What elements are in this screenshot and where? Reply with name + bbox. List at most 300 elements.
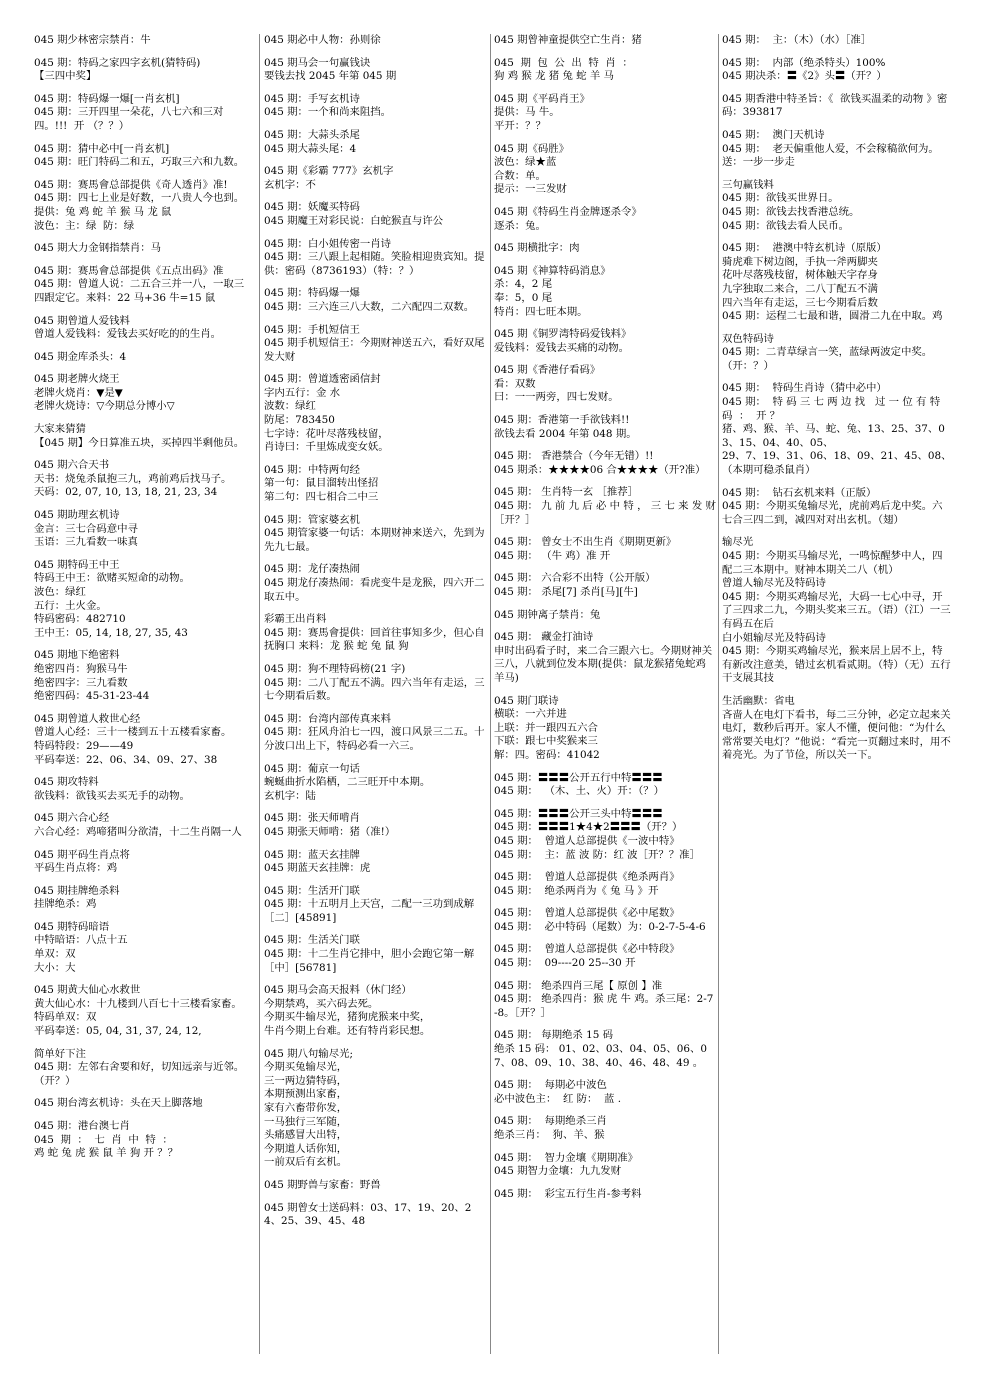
block-line: 045 期：今期买马输尽光，一鸣惊醒梦中人，四配二三本期中。财神本期关二八（机） (722, 550, 943, 576)
block-line: 玉语：三九看数一味真 (34, 536, 138, 549)
block-line: 045 期杀：★★★★06 合★★★★（开?准） (494, 463, 706, 476)
block-line: 045 期：今期买鸡输尽光，猴来居上居不上，特有新改注意美，错过玄机看贰期。（特）（无）五行干支展其技 (722, 645, 951, 685)
block-heading: 045 期： 六合彩不出特（公开版） (494, 572, 656, 585)
block-heading: 045 期：妖魔买特码 (264, 201, 360, 214)
block-heading: 045 期： 每期绝杀三肖 (494, 1115, 607, 1128)
block-line: 特肖：四七旺本期。 (494, 305, 588, 318)
block-line: 头痛感冒大出特， (264, 1129, 348, 1142)
tip-block (34, 242, 254, 256)
block-heading: 045 期： 智力金壤《期期准》 (494, 1151, 639, 1164)
block-heading: 045 期：港台澳七肖 (34, 1120, 130, 1132)
block-line: 今期买牛输尽光，猪狗虎猴来中奖， (264, 1011, 431, 1024)
tip-block (34, 849, 254, 876)
tip-block (264, 373, 488, 455)
block-line: 要钱去找 2045 年第 045 期 (264, 70, 397, 83)
block-heading: 彩霸王出肖料 (264, 613, 327, 626)
block-heading: 045 期少林密宗禁肖：牛 (34, 34, 151, 46)
tip-block (494, 536, 716, 563)
block-heading: 045 期曾女士送码料：03、17、19、20、24、25、39、45、48 (264, 1201, 472, 1228)
block-line: 绝杀 15 码： 01、02、03、04、05、06、07、08、09、10、38、40、46、48、49 。 (494, 1043, 707, 1069)
block-heading: 045 期： 港澳中特玄机诗（原版） (722, 242, 887, 255)
block-line: 黄大仙心水：十九楼到八百七十三楼看家畜。 (34, 997, 242, 1010)
block-line: 五行：土火金。 (34, 599, 107, 612)
tip-block (264, 713, 488, 754)
block-heading: 045 期平码生肖点将 (34, 848, 130, 861)
block-line: 平码生肖点将：鸡 (34, 862, 118, 875)
block-line: 045 期：三六连三八大数，二六配四二双数。 (264, 300, 475, 313)
tip-block (494, 808, 716, 862)
column-2 (264, 34, 488, 1361)
block-heading: 045 期必中人物：孙则徐 (264, 34, 381, 46)
block-heading: 045 期： 曾女士不出生肖《期期更新》 (494, 536, 677, 549)
block-line: 提示：一三发财 (494, 183, 567, 196)
block-heading: 045 期： 内部（绝杀特头）100% (722, 56, 886, 69)
block-line: 045 期：狂风舟泊七一四，渡口风景三二五。十分波口出上下，特码必看一六三。 (264, 726, 485, 752)
block-heading: 045 期： 每期必中波色 (494, 1079, 607, 1092)
block-heading: 三句赢钱料 (722, 178, 774, 191)
block-heading: 045 期八句输尽光; (264, 1047, 353, 1060)
block-line: 045 期：赛馬會提供：回首往事知多少，但心自抚胸口 来料：龙 猴 蛇 兔 鼠 狗 (264, 626, 485, 653)
block-heading: 045 期：狗不理特码榜(21 字) (264, 662, 406, 675)
tip-block (34, 713, 254, 767)
tip-block (264, 93, 488, 120)
tip-block (494, 943, 716, 970)
block-line: 045 期智力金壤：九九发财 (494, 1165, 622, 1178)
tip-block (494, 980, 716, 1021)
column-divider (259, 34, 260, 1354)
column-1 (34, 34, 254, 1361)
block-heading: 045 期：手机短信王 (264, 323, 360, 336)
block-line: 045 期龙仔凑热闹：看虎变牛是龙猴，四六开二取五中。 (264, 577, 485, 603)
block-line: 挂牌绝杀：鸡 (34, 898, 97, 911)
block-line: 防尾：783450 (264, 414, 335, 427)
block-heading: 045 期：曾道透密函信封 (264, 373, 381, 386)
block-line: 045 期：十五明月上天宫，二配一三功到成解［二］[45891] (264, 898, 475, 924)
block-line: 今期买兔输尽光， (264, 1061, 348, 1074)
block-heading: 045 期助理玄机诗 (34, 509, 120, 522)
block-line: 家有六畜带你发， (264, 1102, 348, 1114)
block-heading: 045 期：赛馬會总部提供《奇人透肖》准! (34, 178, 228, 191)
block-line: 波数：绿红 (264, 400, 316, 413)
tip-block (34, 1120, 254, 1161)
block-heading: 045 期 包 公 出 特 肖 ： (494, 56, 633, 69)
block-line: 玄机字：不 (264, 178, 316, 191)
block-line: 看：双数 (494, 377, 536, 390)
block-heading: 045 期：生活开门联 (264, 884, 360, 897)
block-line: 曾道人输尽光及特码诗 (722, 577, 826, 590)
block-heading: 大家来猜猜 (34, 423, 86, 436)
tip-block (494, 57, 716, 84)
column-3 (494, 34, 716, 1361)
block-line: 045 期 ： 七 肖 中 特 ： (34, 1133, 173, 1146)
block-line: 六合心经：鸡啼猪叫分欲清，十二生肖隔一人 (34, 825, 242, 838)
block-line: 045 期： 杀尾[7] 杀肖[马][牛] (494, 586, 638, 598)
block-line: 045 期： 绝杀四肖：猴 虎 牛 鸡。杀三尾：2-7-8。［开？］ (494, 993, 714, 1019)
tip-block (722, 34, 952, 48)
block-line: 必中波色主： 红 防： 蓝 . (494, 1092, 622, 1105)
block-line: 波色：绿红 (34, 586, 86, 598)
block-heading: 045 期攻特料 (34, 776, 99, 789)
block-heading: 045 期：葡京一句话 (264, 762, 360, 775)
block-line: 今期道人话你知， (264, 1142, 348, 1155)
block-heading: 045 期特码暗语 (34, 920, 110, 933)
tip-block (494, 609, 716, 623)
block-line: 大小：大 (34, 961, 76, 974)
block-heading: 045 期：蓝天玄挂牌 (264, 848, 360, 861)
tip-block (722, 57, 952, 84)
block-line: 本期预测出家畜， (264, 1088, 348, 1101)
block-heading: 045 期马会高天报料（休门经） (264, 984, 412, 997)
block-line: 045 期：二青草绿言一笑，蓝绿两波定中奖。（开：？） (722, 346, 933, 372)
tip-block (34, 459, 254, 500)
block-line: 绝密四码：45-31-23-44 (34, 690, 150, 703)
tip-block (34, 373, 254, 414)
block-line: 天书：烧兔杀鼠抱三九，鸡前鸡后找马子。 (34, 472, 232, 485)
block-heading: 045 期《平码肖王》 (494, 92, 590, 105)
block-heading: 045 期六合天书 (34, 459, 110, 472)
column-divider (718, 34, 719, 1354)
block-line: 老牌火烧诗：▽今期总分博小▽ (34, 400, 175, 413)
block-heading: 045 期：中特两句经 (264, 463, 360, 476)
block-line: 解：四。密码：41042 (494, 748, 600, 761)
block-heading: 045 期老牌火烧王 (34, 373, 120, 386)
block-line: 【045 期】今日算准五块，买掉四半剩他员。 (34, 436, 245, 449)
block-line: 老牌火烧肖：▼是▼ (34, 386, 123, 399)
block-line: 045 期手机短信王：今期财神送五六，看好双尾发大财 (264, 337, 485, 363)
block-heading: 045 期大力金钢指禁肖：马 (34, 242, 162, 255)
block-line: 045 期：欲钱去找香港总统。 (722, 205, 860, 218)
block-heading: 045 期：龙仔凑热闹 (264, 563, 360, 576)
block-line: 045 期： 主：蓝 波 防：红 波［开？？准］ (494, 848, 700, 861)
block-line: 曰：一一两旁，四七发财。 (494, 391, 619, 404)
block-heading: 045 期： 曾道人总部提供《必中尾数》 (494, 907, 680, 920)
block-heading: 045 期野兽与家畜：野兽 (264, 1178, 381, 1191)
block-line: 045 期：一个和尚来阻挡。 (264, 106, 392, 119)
block-heading: 045 期：手写玄机诗 (264, 92, 360, 105)
block-heading: 045 期曾神童提供空亡生肖：猪 (494, 34, 642, 46)
tip-block (264, 849, 488, 876)
block-heading: 045 期：〓〓〓公开五行中特〓〓〓 (494, 771, 663, 784)
block-heading: 045 期《铜罗湾特码爱钱料》 (494, 328, 632, 341)
tip-block (34, 265, 254, 306)
block-line: 合数：单。 (494, 169, 546, 182)
tip-block (34, 921, 254, 975)
tip-block (722, 487, 952, 528)
tip-block (494, 572, 716, 599)
block-line: 骑虎难下树边阁，手执一斧两脚夹 (722, 255, 878, 268)
block-line: 王中王：05, 14, 18, 27, 35, 43 (34, 626, 188, 639)
tip-block (34, 776, 254, 803)
block-heading: 045 期挂牌绝杀料 (34, 884, 120, 897)
block-line: 绝密四字：三九看数 (34, 676, 128, 689)
block-line: 045 期：二八丁配五不满。四六当年有走运，三七今期看后数。 (264, 676, 485, 703)
block-line: 九字独取二来合，二八丁配五不满 (722, 282, 878, 295)
tip-block (494, 93, 716, 134)
block-line: 吝啬人在电灯下看书，每二三分钟，必定立起来关电灯，数秒后再开。家人不懂，便问他：“为什么常常要关电灯？”他说：“看完一页翻过来时，用不着亮光。为了节俭，所以关一下。 (722, 708, 951, 762)
tip-block (494, 265, 716, 319)
block-heading: 045 期台湾玄机诗：头在天上脚落地 (34, 1097, 203, 1110)
block-line: 045 期：三八跟上起相随。笑脸相迎贵宾知。提供：密码（8736193）（特：？） (264, 251, 485, 277)
block-heading: 生活幽默：省电 (722, 694, 795, 707)
block-line: 牛肖今期上台难。还有特肖彩民想。 (264, 1025, 431, 1038)
block-heading: 045 期： 主：（木）（水）［准］ (722, 34, 872, 46)
tip-block (264, 201, 488, 228)
tip-block (494, 907, 716, 934)
block-heading: 045 期： 钻石玄机来料（正版） (722, 486, 877, 499)
block-line: 【三四中奖】 (34, 70, 97, 83)
block-line: 横联：一六并进 (494, 708, 567, 721)
tip-block (722, 695, 952, 763)
block-line: 中特暗语：八点十五 (34, 934, 128, 947)
block-line: 玄机字：陆 (264, 789, 316, 802)
tip-block (34, 509, 254, 550)
tip-block (264, 57, 488, 84)
block-line: 白小姐输尽光及特码诗 (722, 631, 826, 644)
block-line: 提供：马 牛。 (494, 106, 560, 119)
block-heading: 045 期：大蒜头杀尾 (264, 128, 360, 141)
block-heading: 045 期： 绝杀四肖三尾【 原创 】准 (494, 979, 663, 992)
tip-block (494, 1115, 716, 1142)
block-line: 045 期：四七上业是好数，一八贵人今也到。 (34, 192, 245, 205)
tip-block (34, 984, 254, 1038)
block-heading: 045 期曾道人救世心经 (34, 712, 141, 725)
block-heading: 045 期《神算特码消息》 (494, 264, 611, 277)
tip-block (264, 663, 488, 704)
block-heading: 045 期： 特码生肖诗（猜中必中） (722, 382, 887, 395)
tip-block (494, 1152, 716, 1179)
tip-block (494, 206, 716, 233)
block-line: 045 期： 曾道人总部提供《一波中特》 (494, 834, 680, 847)
block-line: 045 期：曾道人说：二五合三并一八，一取三四跟定它。来料：22 马+36 牛=15 鼠 (34, 278, 245, 304)
block-line: 第二句：四七相合二中三 (264, 491, 379, 504)
block-line: 045 期：〓〓〓1★4★2〓〓〓（开？） (494, 821, 683, 834)
block-line: 一前双后有玄机。 (264, 1156, 348, 1169)
block-heading: 045 期六合心经 (34, 812, 110, 825)
block-line: 逐杀：兔。 (494, 219, 546, 232)
block-line: 045 期：今期买鸡输尽光，大码一七心中寻，开了三四求二九，今期头奖来三五。（语）（江）一三有码五在后 (722, 590, 951, 630)
tip-block (264, 763, 488, 804)
block-heading: 045 期：特码爆一爆 (264, 287, 360, 300)
tip-block (34, 885, 254, 912)
block-heading: 045 期： 藏金打油诗 (494, 631, 594, 644)
block-line: 045 期魔王对彩民说：白蛇猴直与许公 (264, 214, 443, 227)
tip-block (264, 1202, 488, 1229)
block-heading: 045 期《码胜》 (494, 142, 570, 155)
block-line: 今期禁鸡，买六码去死。 (264, 997, 379, 1010)
tip-block (34, 143, 254, 170)
tip-block (494, 414, 716, 441)
block-heading: 045 期： 每期绝杀 15 码 (494, 1029, 613, 1042)
block-heading: 045 期：特码之家四字玄机(猜特码) (34, 56, 201, 69)
block-line: 鸡 蛇 兔 虎 猴 鼠 羊 狗 开 ？？ (34, 1147, 179, 1160)
tip-block (264, 464, 488, 505)
tip-block (722, 179, 952, 233)
block-line: 提供：兔 鸡 蛇 羊 猴 马 龙 鼠 (34, 205, 172, 218)
block-heading: 045 期：生活关门联 (264, 934, 360, 947)
block-line: 猪、鸡、猴、羊、马、蛇、兔、13、25、37、03、15、04、40、05、 (722, 423, 945, 449)
tip-block (264, 1179, 488, 1193)
tip-block (34, 179, 254, 233)
tip-block (264, 34, 488, 48)
tip-block (264, 885, 488, 926)
tip-block (264, 613, 488, 654)
tip-block (494, 450, 716, 477)
block-line: 上联：并一跟四五六合 (494, 721, 598, 734)
block-line: 045 期：旺门特码二和五，巧取三六和九数。 (34, 156, 245, 169)
block-line: 奉：5，0 尾 (494, 291, 553, 304)
block-heading: 045 期曾道人爱钱料 (34, 314, 130, 327)
block-line: 三一两边猜特码， (264, 1074, 348, 1087)
block-heading: 045 期： 曾道人总部提供《必中特段》 (494, 943, 680, 956)
block-line: 045 期：欲钱去看人民币。 (722, 219, 850, 232)
block-line: 045 期张天师啃：猪（准!） (264, 825, 396, 838)
tip-block (494, 364, 716, 405)
block-line: 特码密码：482710 (34, 613, 126, 626)
block-heading: 045 期《彩霸 777》玄机字 (264, 165, 394, 178)
tip-block (494, 631, 716, 685)
block-heading: 045 期：管家婆玄机 (264, 513, 360, 526)
column-divider (490, 34, 491, 1354)
block-heading: 045 期钟离子禁肖：兔 (494, 608, 601, 621)
block-heading: 045 期金库杀头：4 (34, 350, 127, 363)
block-line: 045 期： 特 码 三 七 两 边 找 过 一 位 有 特 码 ： 开 ？ (722, 396, 944, 422)
tip-block (264, 1048, 488, 1170)
tip-block (34, 649, 254, 703)
block-line: 爱钱料：爱钱去买痛的动物。 (494, 341, 630, 354)
block-line: 蜿蜒曲折水陷栖，二三旺开中本期。 (264, 776, 431, 789)
block-heading: 045 期《特码生肖金牌逐杀令》 (494, 205, 642, 218)
block-line: 045 期：今期买兔输尽光，虎前鸡后龙中奖。六七合三四二到，减四对对出玄机。（翅） (722, 500, 943, 526)
block-line: 波色：绿★蓝 (494, 156, 557, 169)
block-heading: 045 期：赛馬會总部提供《五点出码》准 (34, 264, 224, 277)
block-line: 曾道人爱钱料：爱钱去买好吃的的生肖。 (34, 328, 222, 341)
block-line: 29、7、19、31、06、18、09、21、45、08、（本期可稳杀鼠肖） (722, 450, 952, 477)
tip-block (34, 93, 254, 134)
block-heading: 045 期特码王中王 (34, 558, 120, 571)
tip-block (494, 328, 716, 355)
block-line: 045 期：左邻右舍要和好，切知远亲与近邻。（开？） (34, 1061, 245, 1087)
block-line: 欲钱去看 2004 年第 048 期。 (494, 427, 637, 440)
tip-block (494, 695, 716, 763)
tip-block (264, 812, 488, 839)
block-line: 字内五行：金 水 (264, 386, 341, 399)
block-heading: 045 期：〓〓〓公开三头中特〓〓〓 (494, 807, 663, 820)
block-line: 045 期决杀：〓《2》头〓（开？） (722, 70, 887, 83)
block-line: 045 期： （牛 鸡）准 开 (494, 549, 611, 562)
tip-block (722, 536, 952, 686)
column-4 (722, 34, 952, 1361)
block-heading: 045 期地下绝密料 (34, 649, 120, 662)
block-heading: 045 期： 香港禁合（今年无错）!! (494, 450, 654, 463)
tip-block (264, 165, 488, 192)
tip-block (494, 143, 716, 197)
block-heading: 双色特码诗 (722, 332, 774, 345)
block-line: 绝密四肖：狗猴马牛 (34, 662, 128, 675)
block-heading: 045 期：特码爆一爆[一肖玄机] (34, 92, 180, 105)
block-line: 第一句：鼠目溜转出怪招 (264, 477, 379, 490)
block-line: 平码奉送：22、06、34、09、27、38 (34, 753, 218, 766)
tip-block (34, 351, 254, 365)
tip-block (34, 1097, 254, 1111)
block-line: 045 期：三开四里一朵花，八七六和三对四。!!! 开 （？？） (34, 106, 224, 132)
tip-block (494, 772, 716, 799)
block-heading: 045 期： 曾道人总部提供《绝杀两肖》 (494, 871, 680, 884)
tip-block (264, 934, 488, 975)
block-heading: 045 期门联诗 (494, 694, 559, 707)
block-heading: 045 期： 生肖特一玄 ［推荐］ (494, 486, 639, 499)
block-line: 045 期： 绝杀两肖为《 兔 马 》开 (494, 884, 659, 897)
block-heading: 045 期：香港第一手欲钱料!! (494, 414, 630, 427)
tip-block (34, 812, 254, 839)
tip-block (264, 238, 488, 279)
block-line: 特码王中王：欲赌买短命的动物。 (34, 572, 190, 585)
block-line: 金言：三七合码意中寻 (34, 522, 138, 535)
block-line: 045 期： （木、土、火）开：（？） (494, 785, 665, 798)
block-line: 欲钱料：欲钱买去买无手的动物。 (34, 789, 190, 802)
block-heading: 045 期：张天师啃肖 (264, 812, 360, 825)
block-line: 045 期蓝天玄挂牌：虎 (264, 862, 371, 875)
tip-block (722, 242, 952, 324)
block-line: 天码：02, 07, 10, 13, 18, 21, 23, 34 (34, 486, 218, 499)
block-line: 045 期： 九 前 九 后 必 中 特 ， 三 七 来 发 财［开？］ (494, 500, 716, 526)
tip-block (34, 1048, 254, 1089)
tip-block (494, 1188, 716, 1202)
block-line: 波色：主：绿 防：绿 (34, 219, 135, 232)
block-line: 045 期：欲钱买世界日。 (722, 192, 839, 205)
tip-block (264, 563, 488, 604)
block-heading: 045 期：白小姐传密一肖诗 (264, 237, 392, 250)
block-line: 045 期： 老天偏重他人爱，不会稼稿欲何为。送：一步一步走 (722, 142, 939, 169)
tip-block (264, 324, 488, 365)
block-line: 花叶尽落残枝留，树体触天字存身 (722, 269, 878, 282)
block-line: 特码特段：29——49 (34, 739, 134, 752)
tip-block (34, 315, 254, 342)
block-heading: 045 期马会一句赢钱诀 (264, 56, 371, 69)
block-line: 单双：双 (34, 948, 76, 961)
block-line: 平开：？？ (494, 119, 546, 132)
block-heading: 简单好下注 (34, 1047, 86, 1060)
block-line: 狗 鸡 猴 龙 猪 兔 蛇 羊 马 (494, 70, 614, 83)
block-heading: 045 期黄大仙心水救世 (34, 984, 141, 997)
block-heading: 045 期《香港仔看码》 (494, 364, 601, 377)
tip-block (494, 34, 716, 48)
block-line: 四六当年有走运，三七今期看后数 (722, 296, 878, 309)
block-line: 平码奉送：05, 04, 31, 37, 24, 12, (34, 1025, 202, 1038)
block-heading: 045 期：台湾内部传真来料 (264, 712, 392, 725)
block-line: 一马独行三军随， (264, 1115, 348, 1128)
tip-block (494, 871, 716, 898)
block-line: 杀：4，2 尾 (494, 278, 553, 291)
block-heading: 045 期香港中特圣旨：《 欲钱买温柔的动物 》密码：393817 (722, 92, 948, 119)
block-line: 七字诗：花叶尽落残枝留， (264, 427, 389, 440)
block-line: 045 期： 09----20 25--30 开 (494, 957, 636, 970)
tip-block (264, 984, 488, 1038)
tip-block (264, 287, 488, 314)
block-line: 绝杀三肖： 狗、羊、猴 (494, 1129, 605, 1141)
tip-block (34, 559, 254, 641)
block-heading: 045 期： 彩宝五行生肖-参考料 (494, 1187, 642, 1200)
tip-block (722, 129, 952, 170)
tip-block (494, 486, 716, 527)
tip-block (494, 1029, 716, 1070)
tip-block (34, 423, 254, 450)
block-line: 045 期：运程二七最和谐，圆滑二九在中取。鸡 (722, 310, 943, 323)
tip-block (722, 333, 952, 374)
tip-block (722, 382, 952, 477)
block-line: 特码单双：双 (34, 1011, 97, 1024)
block-line: 申时出码看子时，来二合三跟六七。今期财神关三八，八就到位发本期(提供：鼠龙猴猪兔蛇鸡羊马) (494, 644, 713, 684)
block-heading: 输尽光 (722, 536, 754, 549)
